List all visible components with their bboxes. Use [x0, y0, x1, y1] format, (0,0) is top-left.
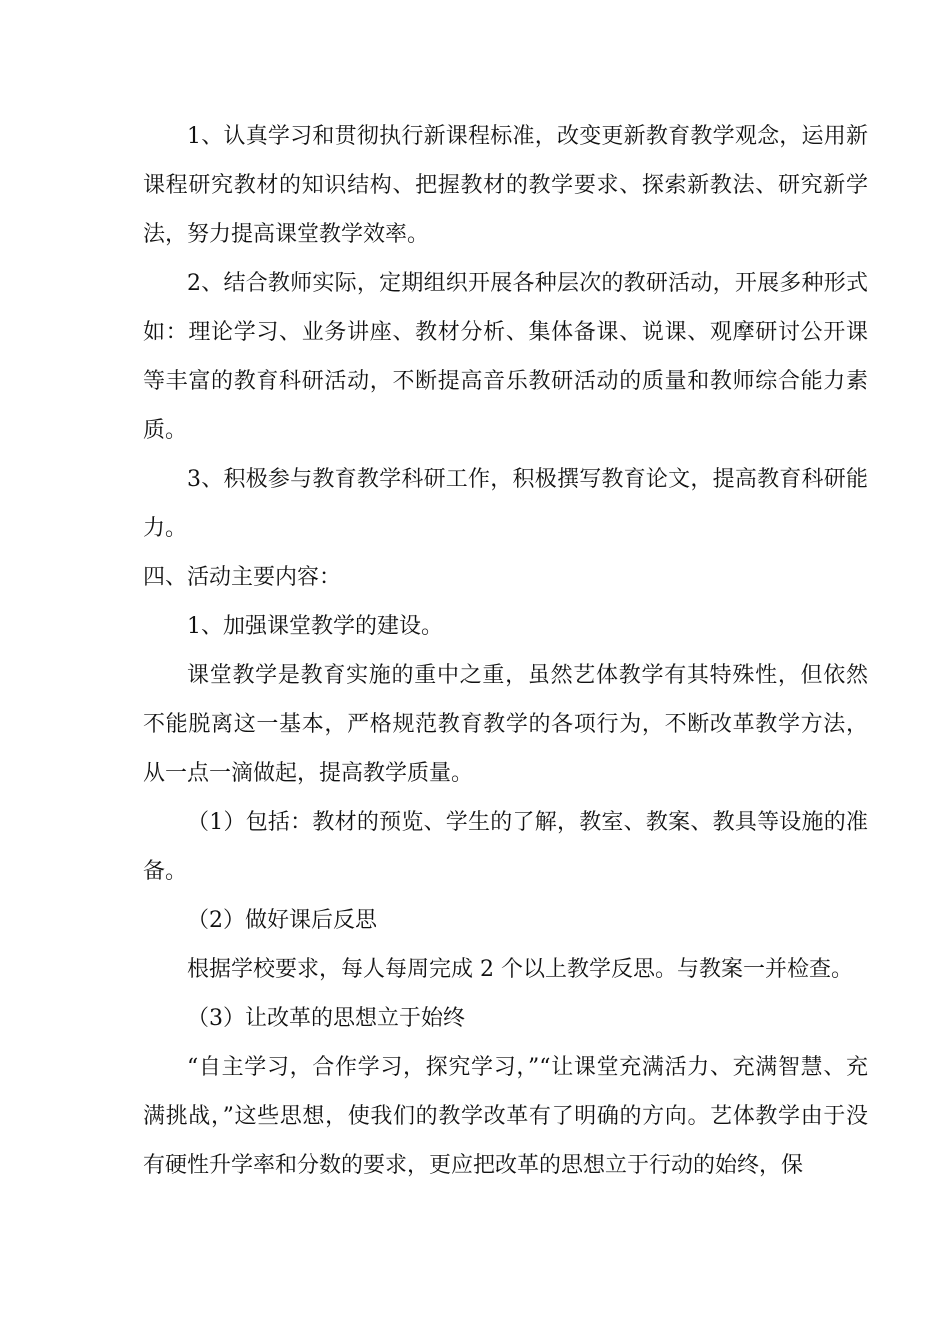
- paragraph-classroom-importance: 课堂教学是教育实施的重中之重，虽然艺体教学有其特殊性，但依然不能脱离这一基本，严格规范教育教学的各项行为，不断改革教学方法，从一点一滴做起，提高教学质量。: [143, 663, 868, 786]
- paragraph-research-papers: 3、积极参与教育教学科研工作，积极撰写教育论文，提高教育科研能力。: [143, 467, 868, 541]
- paragraph-study-curriculum: 1、认真学习和贯彻执行新课程标准，改变更新教育教学观念，运用新课程研究教材的知识结构、把握教材的教学要求、探索新教法、研究新学法，努力提高课堂教学效率。: [143, 124, 868, 247]
- paragraph-preparation: （1）包括：教材的预览、学生的了解，教室、教案、教具等设施的准备。: [143, 810, 868, 884]
- paragraph-reform-ideas: “自主学习，合作学习，探究学习，”“让课堂充满活力、充满智慧、充满挑战，”这些思想，使我们的教学改革有了明确的方向。艺体教学由于没有硬性升学率和分数的要求，更应把改革的思想立于行动的始终，保: [143, 1055, 868, 1178]
- document-body: [143, 112, 868, 1190]
- subheading-reform-thinking: （3）让改革的思想立于始终: [187, 1006, 465, 1031]
- paragraph-reflection-requirement: 根据学校要求，每人每周完成 2 个以上教学反思。与教案一并检查。: [187, 957, 853, 982]
- section-heading-main-content: 四、活动主要内容：: [143, 565, 342, 590]
- subheading-classroom-teaching: 1、加强课堂教学的建设。: [187, 614, 443, 639]
- subheading-reflection: （2）做好课后反思: [187, 908, 377, 933]
- paragraph-teaching-research: 2、结合教师实际，定期组织开展各种层次的教研活动，开展多种形式如：理论学习、业务讲座、教材分析、集体备课、说课、观摩研讨公开课等丰富的教育科研活动，不断提高音乐教研活动的质量和教师综合能力素质。: [143, 271, 868, 443]
